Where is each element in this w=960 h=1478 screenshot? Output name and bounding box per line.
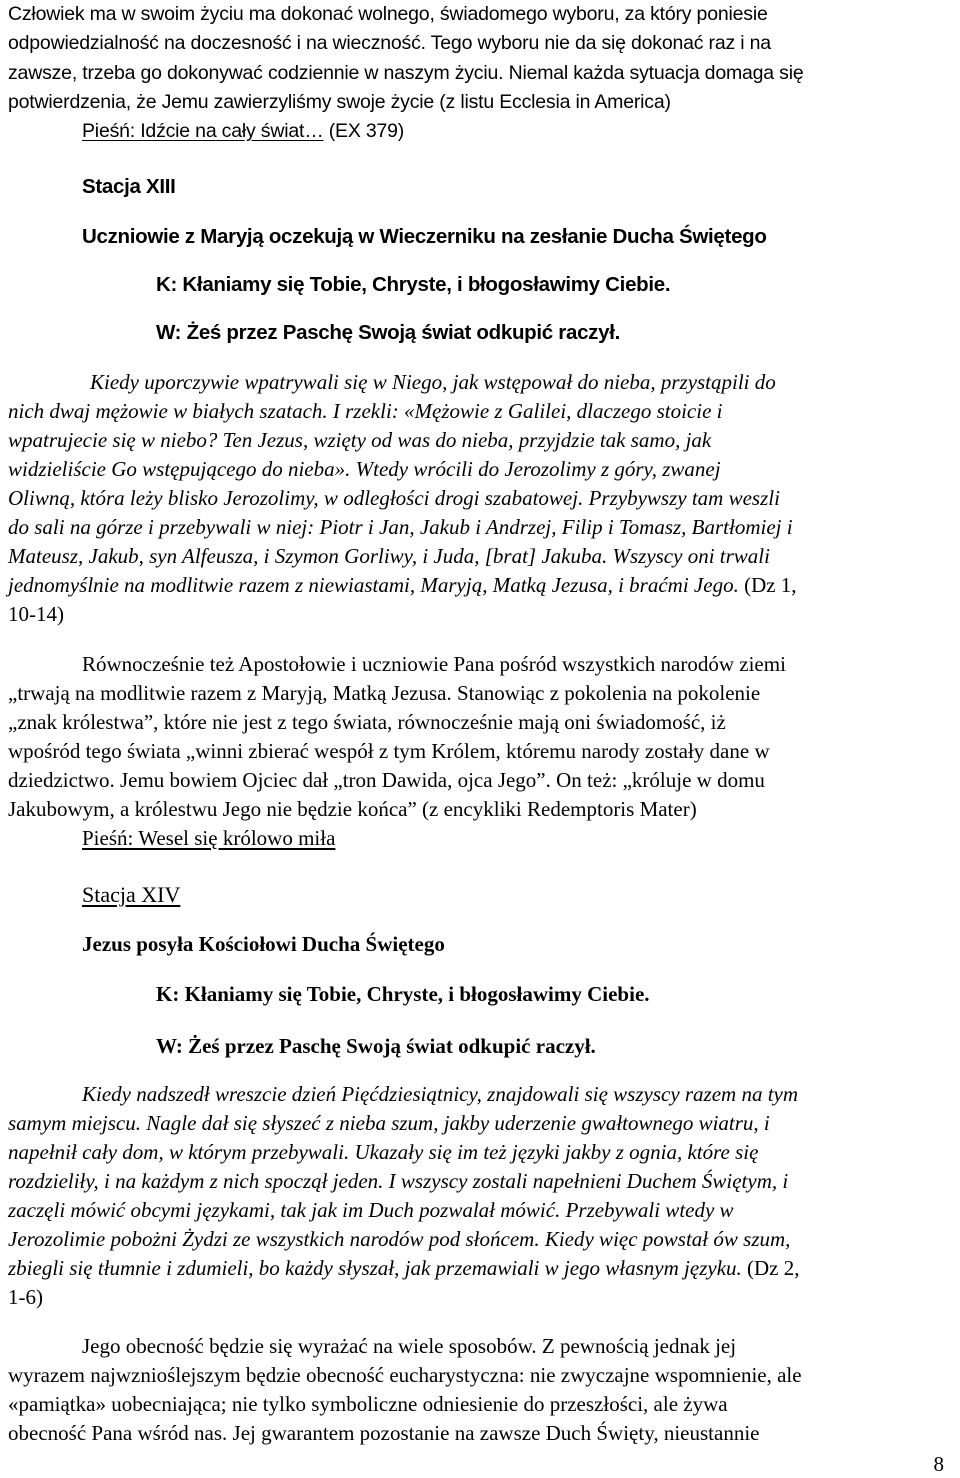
reflection-line: obecność Pana wśród nas. Jej gwarantem pozostanie na zawsze Duch Święty, nieustannie bbox=[8, 1421, 760, 1445]
station-13-reflection bbox=[8, 650, 952, 824]
reading-line: Oliwną, która leży blisko Jerozolimy, w odległości drogi szabatowej. Przybywszy tam weszli bbox=[8, 486, 780, 510]
reading-reference: 1-6) bbox=[8, 1285, 43, 1309]
reading-line: samym miejscu. Nagle dał się słyszeć z nieba szum, jakby uderzenie gwałtownego wiatru, i bbox=[8, 1111, 770, 1135]
station-14-reflection bbox=[8, 1332, 952, 1448]
station-13-subtitle: Uczniowie z Maryją oczekują w Wieczerniku na zesłanie Ducha Świętego bbox=[82, 225, 767, 248]
reading-line: Kiedy nadszedł wreszcie dzień Pięćdziesiątnicy, znajdowali się wszyscy razem na tym bbox=[82, 1082, 799, 1106]
page-number: 8 bbox=[933, 1452, 944, 1476]
reading-line: widzieliście Go wstępującego do nieba». Wtedy wrócili do Jerozolimy z góry, zwanej bbox=[8, 457, 721, 481]
reflection-line: wpośród tego świata „winni zbierać wespół z tym Królem, któremu narody zostały dane w bbox=[8, 739, 770, 763]
text-line: Niemal każda sytuacja domaga się bbox=[503, 62, 804, 84]
reading-line: Kiedy uporczywie wpatrywali się w Niego, jak wstępował do nieba, przystąpili do bbox=[90, 370, 776, 394]
reading-reference: (Dz 1, bbox=[738, 573, 797, 597]
reading-line: Mateusz, Jakub, syn Alfeusza, i Szymon Gorliwy, i Juda, [brat] Jakuba. Wszyscy oni trwali bbox=[8, 544, 770, 568]
text-line: Człowiek ma w swoim życiu ma dokonać wolnego, świadomego wyboru, za który poniesie bbox=[8, 3, 768, 25]
reflection-line: dziedzictwo. Jemu bowiem Ojciec dał „tron Dawida, ojca Jego”. On też: „króluje w domu bbox=[8, 768, 765, 792]
reflection-line: „znak królestwa”, które nie jest z tego świata, równocześnie mają oni świadomość, iż bbox=[8, 710, 726, 734]
station-13-song: Pieśń: Wesel się królowo miła bbox=[82, 826, 336, 850]
reading-line: Jerozolimie pobożni Żydzi ze wszystkich narodów pod słońcem. Kiedy więc powstał ów szum, bbox=[8, 1227, 791, 1251]
song-line bbox=[82, 116, 960, 146]
reading-reference: (Dz 2, bbox=[741, 1256, 800, 1280]
station-14-k-response: K: Kłaniamy się Tobie, Chryste, i błogosławimy Ciebie. bbox=[156, 982, 650, 1006]
station-14-reading bbox=[8, 1080, 952, 1312]
intro-paragraph bbox=[8, 0, 952, 117]
reading-line: zbiegli się tłumnie i zdumieli, bo każdy słyszał, jak przemawiali w jego własnym języku. bbox=[8, 1256, 742, 1280]
reflection-line: wyrazem najwznioślejszym będzie obecność eucharystyczna: nie zwyczajne wspomnienie, ale bbox=[8, 1363, 802, 1387]
station-14-w-response: W: Żeś przez Paschę Swoją świat odkupić raczył. bbox=[156, 1034, 596, 1058]
reflection-line: Jakubowym, a królestwu Jego nie będzie końca” (z encykliki Redemptoris Mater) bbox=[8, 797, 697, 821]
reading-line: do sali na górze i przebywali w niej: Piotr i Jan, Jakub i Andrzej, Filip i Tomasz, Bartłomiej i bbox=[8, 515, 793, 539]
reading-line: wpatrujecie się w niebo? Ten Jezus, wzięty od was do nieba, przyjdzie tak samo, jak bbox=[8, 428, 712, 452]
reading-reference: 10-14) bbox=[8, 602, 64, 626]
text-line: potwierdzenia, że Jemu zawierzyliśmy swoje życie (z listu Ecclesia in America) bbox=[8, 91, 671, 113]
station-14-title: Stacja XIV bbox=[82, 882, 181, 907]
reading-line: rozdzieliły, i na każdym z nich spoczął jeden. I wszyscy zostali napełnieni Duchem Świętym, i bbox=[8, 1169, 789, 1193]
station-13-k-response: K: Kłaniamy się Tobie, Chryste, i błogosławimy Ciebie. bbox=[156, 273, 671, 296]
station-13-w-response: W: Żeś przez Paschę Swoją świat odkupić raczył. bbox=[156, 321, 621, 344]
station-14-subtitle: Jezus posyła Kościołowi Ducha Świętego bbox=[82, 932, 445, 956]
song-ref: (EX 379) bbox=[323, 120, 405, 142]
reflection-line: Jego obecność będzie się wyrażać na wiele sposobów. Z pewnością jednak jej bbox=[82, 1334, 737, 1358]
song-title: Pieśń: Idźcie na cały świat… bbox=[82, 120, 324, 142]
reading-line: nich dwaj mężowie w białych szatach. I rzekli: «Mężowie z Galilei, dlaczego stoicie i bbox=[8, 399, 723, 423]
reading-line: jednomyślnie na modlitwie razem z niewiastami, Maryją, Matką Jezusa, i braćmi Jego. bbox=[8, 573, 739, 597]
station-13-reading bbox=[8, 368, 952, 629]
reading-line: napełnił cały dom, w którym przebywali. Ukazały się im też języki jakby z ognia, które się bbox=[8, 1140, 759, 1164]
reflection-line: «pamiątka» uobecniająca; nie tylko symboliczne odniesienie do przeszłości, ale żywa bbox=[8, 1392, 728, 1416]
reading-line: zaczęli mówić obcymi językami, tak jak im Duch pozwalał mówić. Przebywali wtedy w bbox=[8, 1198, 734, 1222]
text-line: odpowiedzialność na doczesność i na wieczność. Tego wyboru nie da się dokonać raz i na bbox=[8, 32, 771, 54]
text-line: zawsze, trzeba go dokonywać codziennie w naszym życiu. bbox=[8, 62, 504, 84]
reflection-line: „trwają na modlitwie razem z Maryją, Matką Jezusa. Stanowiąc z pokolenia na pokolenie bbox=[8, 681, 761, 705]
station-13-title: Stacja XIII bbox=[82, 175, 176, 198]
reflection-line: Równocześnie też Apostołowie i uczniowie Pana pośród wszystkich narodów ziemi bbox=[82, 652, 786, 676]
